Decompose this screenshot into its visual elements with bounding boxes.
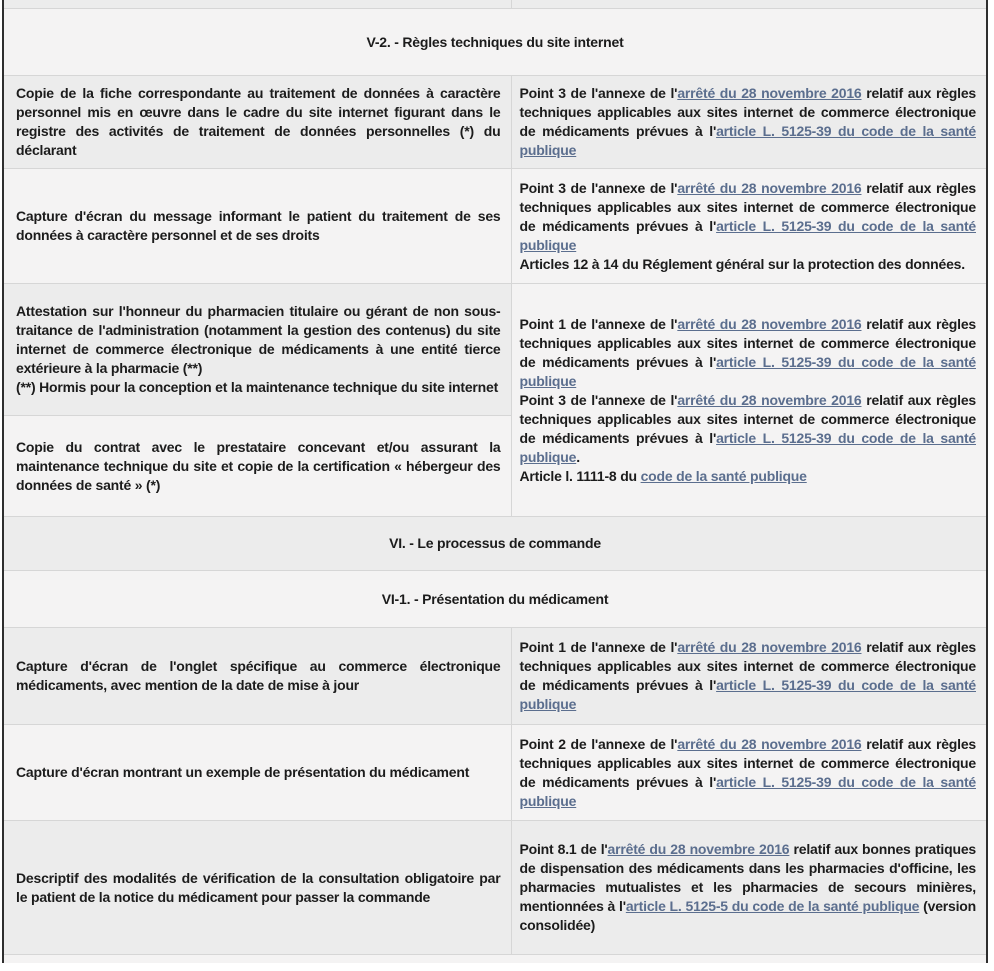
- document-cell: Capture d'écran du message informant le patient du traitement de ses données à caractère personnel et de ses droits: [3, 169, 511, 284]
- table-row: [3, 725, 987, 821]
- legal-link[interactable]: arrêté du 28 novembre 2016: [677, 639, 862, 655]
- legal-reference-cell: Point 3 de l'annexe de l'arrêté du 28 novembre 2016 relatif aux règles techniques applicables aux sites internet de commerce électronique de médicaments prévues à l'article L. 5125-39 du code de la santé publique: [511, 76, 987, 169]
- legal-link[interactable]: code de la santé publique: [640, 467, 807, 484]
- legal-link[interactable]: arrêté du 28 novembre 2016: [677, 391, 862, 408]
- table-row: [3, 821, 987, 955]
- requirements-table: [2, 0, 988, 963]
- table-row: [3, 628, 987, 725]
- document-cell: Capture d'écran montrant un exemple de présentation du médicament: [3, 725, 511, 821]
- document-cell: Copie de la fiche correspondante au traitement de données à caractère personnel mis en œuvre dans le cadre du site internet figurant dans le registre des activités de traitement de données personnelles (*) du déclarant: [3, 76, 511, 169]
- legal-link[interactable]: article L. 5125-5 du code de la santé publique: [625, 898, 920, 914]
- section-header-row-v2: [3, 9, 987, 76]
- legal-link[interactable]: arrêté du 28 novembre 2016: [607, 841, 790, 857]
- section-title: VI. - Le processus de commande: [3, 517, 987, 571]
- section-title: VI-1. - Présentation du médicament: [3, 571, 987, 628]
- document-cell: [3, 0, 511, 9]
- legal-reference-cell: Point 1 de l'annexe de l'arrêté du 28 novembre 2016 relatif aux règles techniques applicables aux sites internet de commerce électronique de médicaments prévues à l'article L. 5125-39 du code de la santé publique Point 3 de l'annexe de l'arrêté du 28 novembre 2016 relatif aux règles techniques applicables aux sites internet de commerce électronique de médicaments prévues à l'article L. 5125-39 du code de la santé publique. Article l. 1111-8 du code de la santé publique: [511, 284, 987, 517]
- legal-reference-cell: Point 3 de l'annexe de l'arrêté du 28 novembre 2016 relatif aux règles techniques applicables aux sites internet de commerce électronique de médicaments prévues à l'article L. 5125-39 du code de la santé publique Articles 12 à 14 du Réglement général sur la protection des données.: [511, 169, 987, 284]
- legal-link[interactable]: arrêté du 28 novembre 2016: [677, 735, 862, 752]
- legal-link[interactable]: arrêté du 28 novembre 2016: [677, 315, 862, 332]
- document-cell: Attestation sur l'honneur du pharmacien titulaire ou gérant de non sous-traitance de l'administration (notamment la gestion des contenus) du site internet de commerce électronique de médicaments à une entité tierce extérieure à la pharmacie (**) (**) Hormis pour la conception et la maintenance technique du site internet: [3, 284, 511, 416]
- document-cell: Copie du contrat avec le prestataire concevant et/ou assurant la maintenance technique du site et copie de la certification « hébergeur des données de santé » (*): [3, 416, 511, 517]
- legal-link[interactable]: article L. 5125-39 du code de la santé publique: [519, 429, 976, 465]
- legal-link[interactable]: article L. 5125-39 du code de la santé publique: [519, 353, 976, 389]
- legal-link[interactable]: arrêté du 28 novembre 2016: [677, 179, 862, 196]
- legal-reference-cell: [511, 0, 987, 9]
- document-cell: Descriptif des modalités de vérification de la consultation obligatoire par le patient de la notice du médicament pour passer la commande: [3, 821, 511, 955]
- document-cell: Capture d'écran de l'onglet spécifique au commerce électronique médicaments, avec mention de la date de mise à jour: [3, 628, 511, 725]
- legal-link[interactable]: arrêté du 28 novembre 2016: [677, 85, 862, 101]
- legal-reference-cell: Point 1 de l'annexe de l'arrêté du 28 novembre 2016 relatif aux règles techniques applicables aux sites internet de commerce électronique de médicaments prévues à l'article L. 5125-39 du code de la santé publique: [511, 628, 987, 725]
- section-header-row-vi1: [3, 571, 987, 628]
- legal-link[interactable]: article L. 5125-39 du code de la santé publique: [519, 773, 976, 809]
- table-row: [3, 76, 987, 169]
- legal-reference-cell: Point 8.1 de l'arrêté du 28 novembre 2016 relatif aux bonnes pratiques de dispensation des médicaments dans les pharmacies d'officine, les pharmacies mutualistes et les pharmacies de secours minières, mentionnées à l'article L. 5125-5 du code de la santé publique (version consolidée): [511, 821, 987, 955]
- table-row-partial-bottom: [3, 955, 987, 964]
- table-row: [3, 169, 987, 284]
- section-header-row-vi: [3, 517, 987, 571]
- table-row: [3, 284, 987, 416]
- legal-reference-cell: Point 2 de l'annexe de l'arrêté du 28 novembre 2016 relatif aux règles techniques applicables aux sites internet de commerce électronique de médicaments prévues à l'article L. 5125-39 du code de la santé publique: [511, 725, 987, 821]
- legal-link[interactable]: article L. 5125-39 du code de la santé publique: [519, 677, 976, 712]
- section-title: V-2. - Règles techniques du site internet: [3, 9, 987, 76]
- table-row-partial-top: [3, 0, 987, 9]
- legal-link[interactable]: article L. 5125-39 du code de la santé publique: [519, 217, 976, 253]
- legal-link[interactable]: article L. 5125-39 du code de la santé publique: [519, 123, 976, 158]
- section-header-partial: [3, 955, 987, 964]
